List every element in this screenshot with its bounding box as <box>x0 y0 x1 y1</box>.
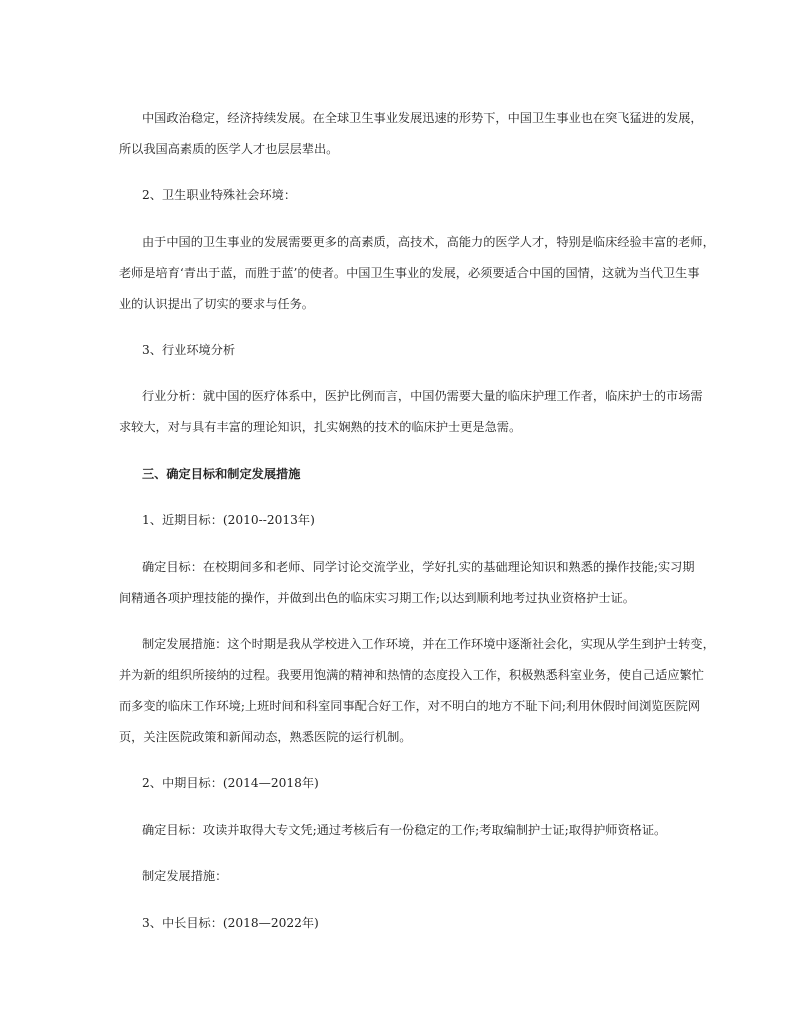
paragraph-short-term-measures <box>119 629 715 753</box>
text-line: 制定发展措施： <box>142 869 228 883</box>
text-line: 求较大，对与具有丰富的理论知识，扎实娴熟的技术的临床护士更是急需。 <box>119 420 522 434</box>
paragraph-short-term-target <box>119 552 695 614</box>
text-line: 确定目标：攻读并取得大专文凭;通过考核后有一份稳定的工作;考取编制护士证;取得护师资格证。 <box>142 823 667 837</box>
text-line: 并为新的组织所接纳的过程。我要用饱满的精神和热情的态度投入工作，积极熟悉科室业务，使自己适应繁忙 <box>119 668 704 682</box>
text-line: 3、行业环境分析 <box>142 343 236 357</box>
section-heading-social-environment <box>119 180 684 211</box>
text-line: 1、近期目标：(2010--2013年) <box>142 513 315 527</box>
text-line: 所以我国高素质的医学人才也层层辈出。 <box>119 142 339 156</box>
text-line: 老师是培育‘青出于蓝，而胜于蓝’的使者。中国卫生事业的发展，必须要适合中国的国情，这就为当代卫生事 <box>119 266 700 280</box>
paragraph-industry-analysis <box>119 381 703 443</box>
text-line: 业的认识提出了切实的要求与任务。 <box>119 297 314 311</box>
text-line: 页，关注医院政策和新闻动态，熟悉医院的运行机制。 <box>119 730 412 744</box>
text-line: 由于中国的卫生事业的发展需要更多的高素质，高技术，高能力的医学人才，特别是临床经验丰富的老师， <box>142 235 715 249</box>
text-line: 确定目标：在校期间多和老师、同学讨论交流学业，学好扎实的基础理论知识和熟悉的操作技能;实习期 <box>142 560 695 574</box>
text-line: 而多变的临床工作环境;上班时间和科室同事配合好工作，对不明白的地方不耻下问;利用休假时间浏览医院网 <box>119 699 701 713</box>
text-line: 三、确定目标和制定发展措施 <box>142 467 301 481</box>
text-line: 间精通各项护理技能的操作，并做到出色的临床实习期工作;以达到顺利地考过执业资格护士证。 <box>119 591 635 605</box>
section-heading-goals-measures <box>119 459 684 490</box>
paragraph-talent-need <box>119 227 715 320</box>
text-line: 2、卫生职业特殊社会环境： <box>142 188 297 202</box>
section-heading-mid-term-goal <box>119 768 684 799</box>
text-line: 中国政治稳定，经济持续发展。在全球卫生事业发展迅速的形势下，中国卫生事业也在突飞猛进的发展， <box>142 111 703 125</box>
text-line: 行业分析：就中国的医疗体系中，医护比例而言，中国仍需要大量的临床护理工作者，临床护士的市场需 <box>142 389 703 403</box>
text-line: 制定发展措施：这个时期是我从学校进入工作环境，并在工作环境中逐渐社会化，实现从学生到护士转变， <box>142 637 715 651</box>
section-heading-long-term-goal <box>119 908 684 939</box>
section-heading-short-term-goal <box>119 505 684 536</box>
paragraph-mid-term-measures <box>119 861 684 892</box>
text-line: 2、中期目标：(2014—2018年) <box>142 776 319 790</box>
text-line: 3、中长目标：(2018—2022年) <box>142 916 319 930</box>
section-heading-industry-analysis <box>119 335 684 366</box>
paragraph-mid-term-target <box>119 815 684 846</box>
paragraph-health-development <box>119 103 703 165</box>
